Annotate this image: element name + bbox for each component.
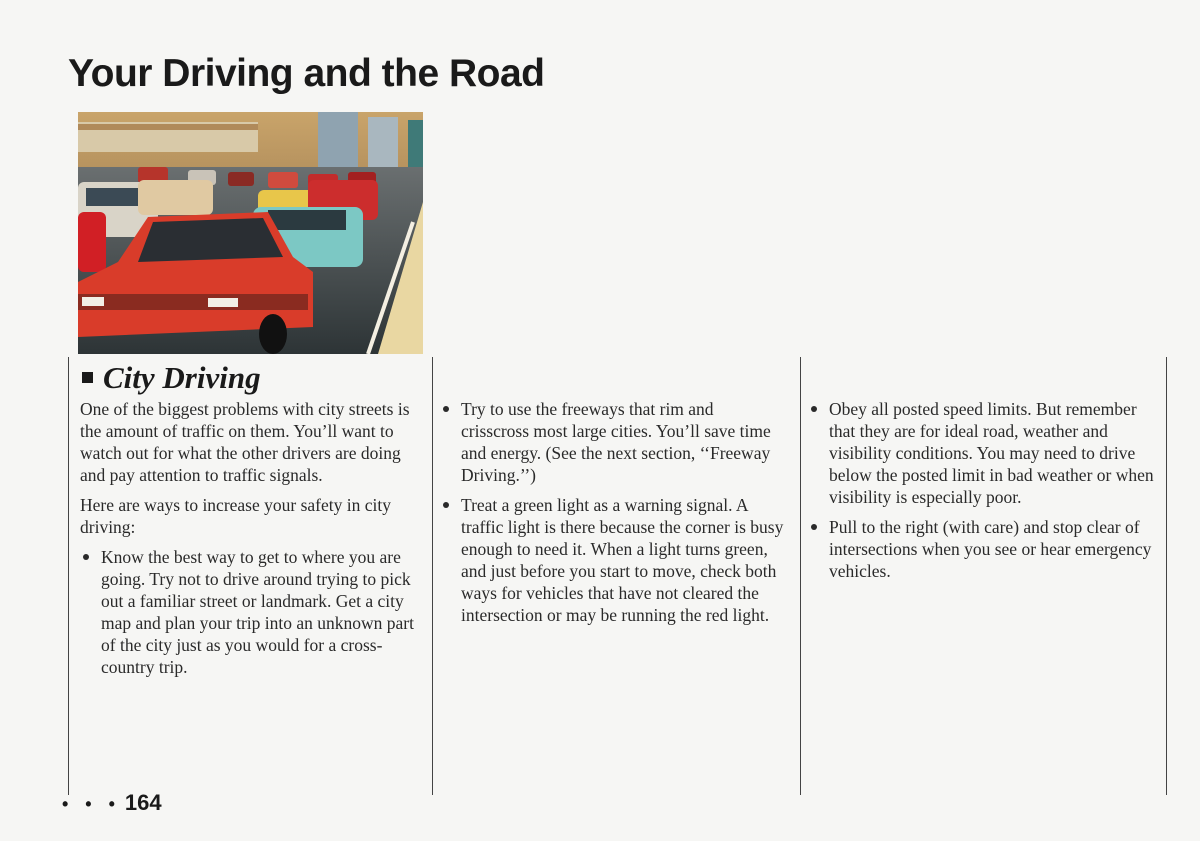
list-item (808, 516, 1158, 582)
list-item (440, 398, 785, 486)
section-heading-text: City Driving (103, 360, 261, 395)
bullet-icon (443, 502, 449, 508)
square-bullet-icon (82, 372, 93, 383)
column-1 (80, 398, 425, 686)
list-item-text: Know the best way to get to where you are going. Try not to drive around trying to pick out a familiar street or landmark. Get a city map and plan your trip into an unknown part of the city just as you would for a cross-country trip. (101, 547, 414, 677)
bullet-icon (811, 406, 817, 412)
bullet-icon (443, 406, 449, 412)
column-divider-1 (68, 357, 69, 795)
list-item (80, 546, 425, 678)
list-item-text: Obey all posted speed limits. But remember that they are for ideal road, weather and visibility conditions. You may need to drive below the posted limit in bad weather or when visibility is especially poor. (829, 399, 1154, 507)
column-2 (440, 398, 785, 634)
section-heading (82, 360, 261, 396)
page-number: 164 (124, 790, 162, 815)
city-traffic-illustration (78, 112, 423, 354)
column-3 (808, 398, 1158, 590)
city-traffic-photo (78, 112, 423, 354)
paragraph-ways: Here are ways to increase your safety in city driving: (80, 495, 391, 537)
paragraph-intro: One of the biggest problems with city streets is the amount of traffic on them. You’ll want to watch out for what the other drivers are doing and pay attention to traffic signals. (80, 399, 410, 485)
page-number-leader: • • • (62, 794, 121, 814)
list-item-text: Try to use the freeways that rim and crisscross most large cities. You’ll save time and energy. (See the next section, ‘‘Freeway Driving.’’) (461, 399, 771, 485)
list-item-text: Pull to the right (with care) and stop clear of intersections when you see or hear emergency vehicles. (829, 517, 1152, 581)
column-divider-2 (432, 357, 433, 795)
column-divider-3 (800, 357, 801, 795)
list-item-text: Treat a green light as a warning signal. A traffic light is there because the corner is busy enough to need it. When a light turns green, and just before you start to move, check both ways for vehicles that have not cleared the intersection or may be running the red light. (461, 495, 784, 625)
page-title: Your Driving and the Road (68, 52, 545, 95)
bullet-icon (811, 524, 817, 530)
bullet-icon (83, 554, 89, 560)
list-item (808, 398, 1158, 508)
page-footer (62, 790, 162, 816)
list-item (440, 494, 785, 626)
column-divider-4 (1166, 357, 1167, 795)
